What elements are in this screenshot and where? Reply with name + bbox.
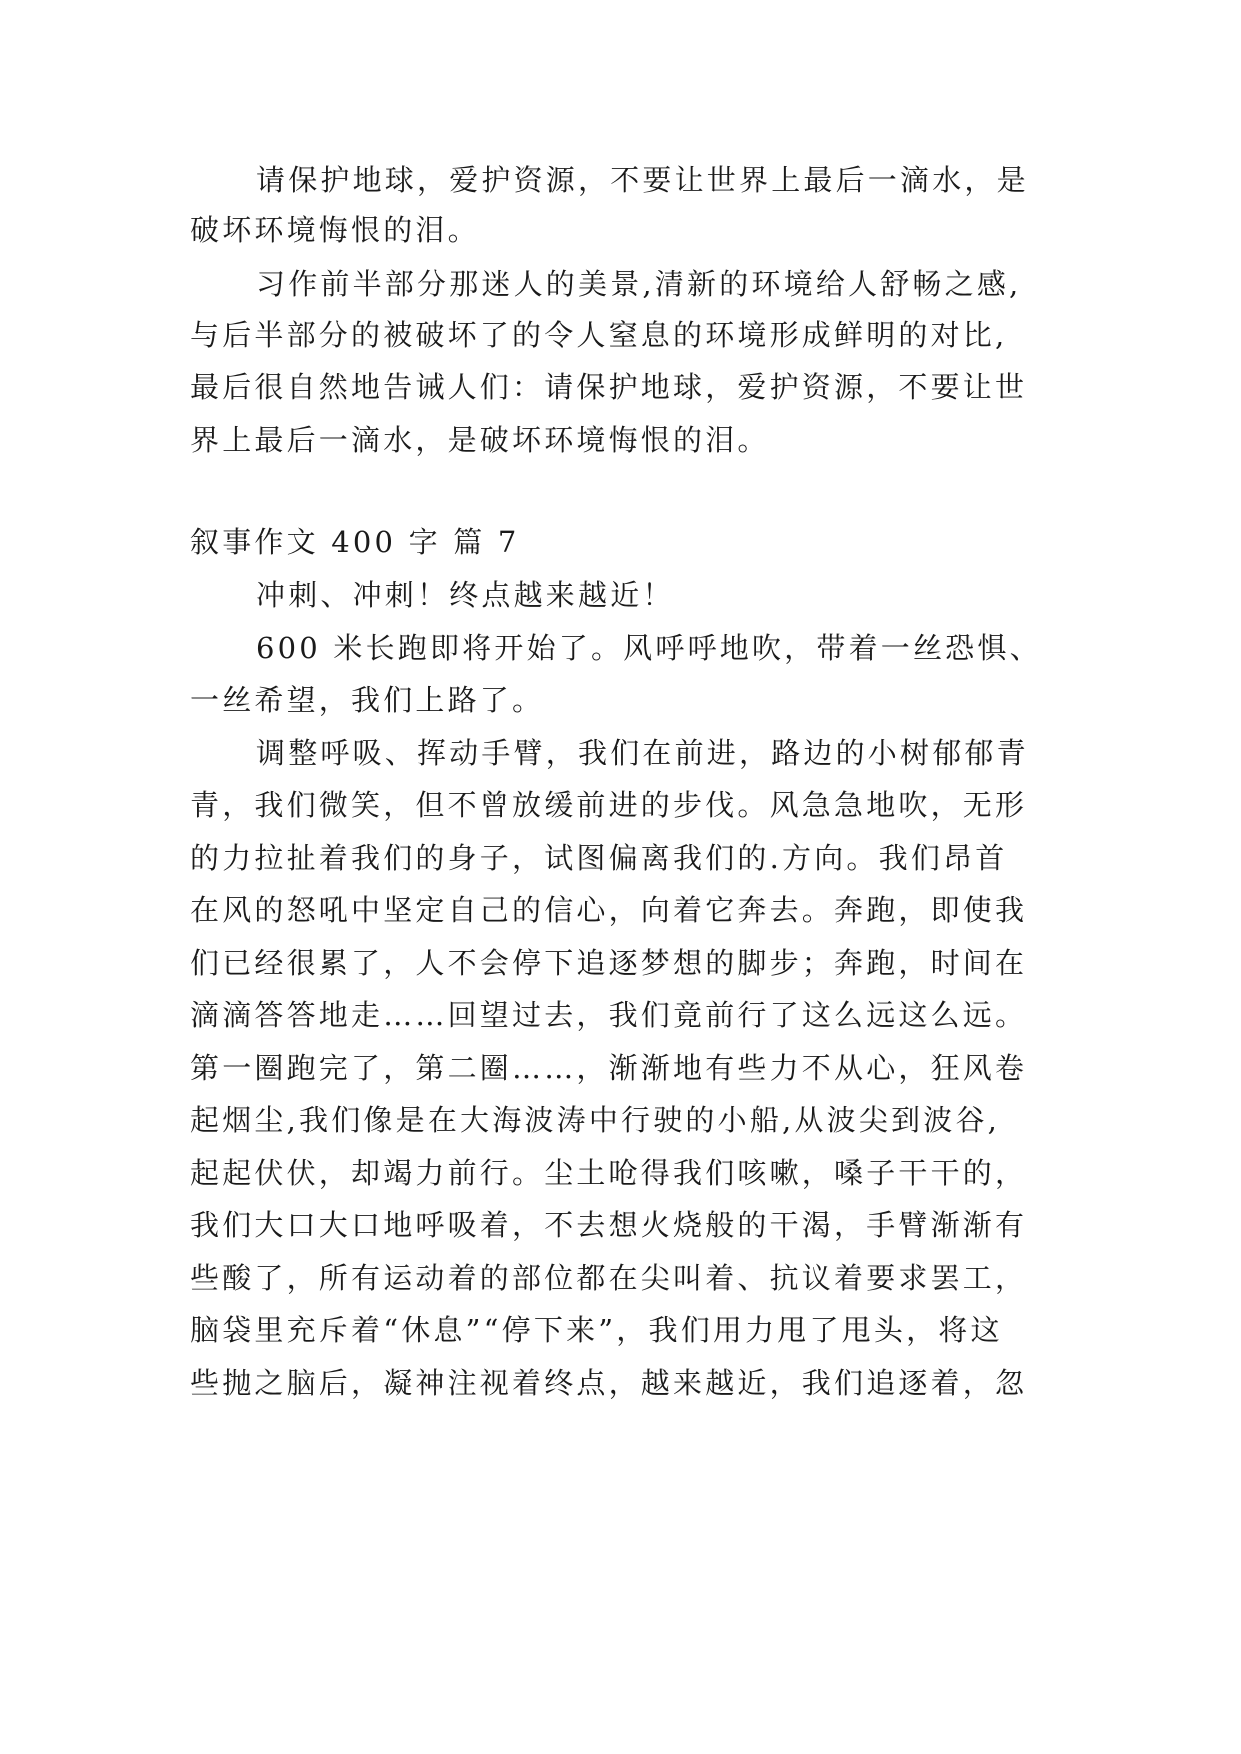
paragraph-line: 调整呼吸、挥动手臂，我们在前进，路边的小树郁郁青 [256,736,1029,770]
paragraph-line: 青，我们微笑，但不曾放缓前进的步伐。风急急地吹，无形 [190,788,1028,822]
paragraph-line: 600 米长跑即将开始了。风呼呼地吹，带着一丝恐惧、 [256,631,1042,665]
paragraph-line: 冲刺、冲刺！终点越来越近！ [256,578,675,612]
paragraph-line: 我们大口大口地呼吸着，不去想火烧般的干渴，手臂渐渐有 [190,1208,1028,1242]
paragraph-line: 起烟尘,我们像是在大海波涛中行驶的小船,从波尖到波谷, [190,1103,1001,1137]
paragraph-line: 的力拉扯着我们的身子，试图偏离我们的.方向。我们昂首 [190,841,1008,875]
paragraph-line: 与后半部分的被破坏了的令人窒息的环境形成鲜明的对比, [190,318,1008,352]
paragraph-line: 最后很自然地告诫人们：请保护地球，爱护资源，不要让世 [190,370,1028,404]
paragraph-line: 滴滴答答地走……回望过去，我们竟前行了这么远这么远。 [190,998,1028,1032]
paragraph-line: 界上最后一滴水，是破坏环境悔恨的泪。 [190,423,770,457]
paragraph-line: 请保护地球，爱护资源，不要让世界上最后一滴水，是 [256,163,1029,197]
section-heading: 叙事作文 400 字 篇 7 [190,525,520,559]
paragraph-line: 们已经很累了，人不会停下追逐梦想的脚步；奔跑，时间在 [190,946,1028,980]
paragraph-line: 些抛之脑后，凝神注视着终点，越来越近，我们追逐着，忽 [190,1366,1028,1400]
paragraph-line: 一丝希望，我们上路了。 [190,683,545,717]
paragraph-line: 脑袋里充斥着“休息”“停下来”，我们用力甩了甩头，将这 [190,1313,1003,1347]
paragraph-line: 第一圈跑完了，第二圈……，渐渐地有些力不从心，狂风卷 [190,1051,1028,1085]
paragraph-line: 习作前半部分那迷人的美景,清新的环境给人舒畅之感, [256,267,1022,301]
paragraph-line: 起起伏伏，却竭力前行。尘土呛得我们咳嗽，嗓子干干的， [190,1156,1028,1190]
paragraph-line: 些酸了，所有运动着的部位都在尖叫着、抗议着要求罢工， [190,1261,1028,1295]
paragraph-line: 破坏环境悔恨的泪。 [190,213,480,247]
paragraph-line: 在风的怒吼中坚定自己的信心，向着它奔去。奔跑，即使我 [190,893,1028,927]
